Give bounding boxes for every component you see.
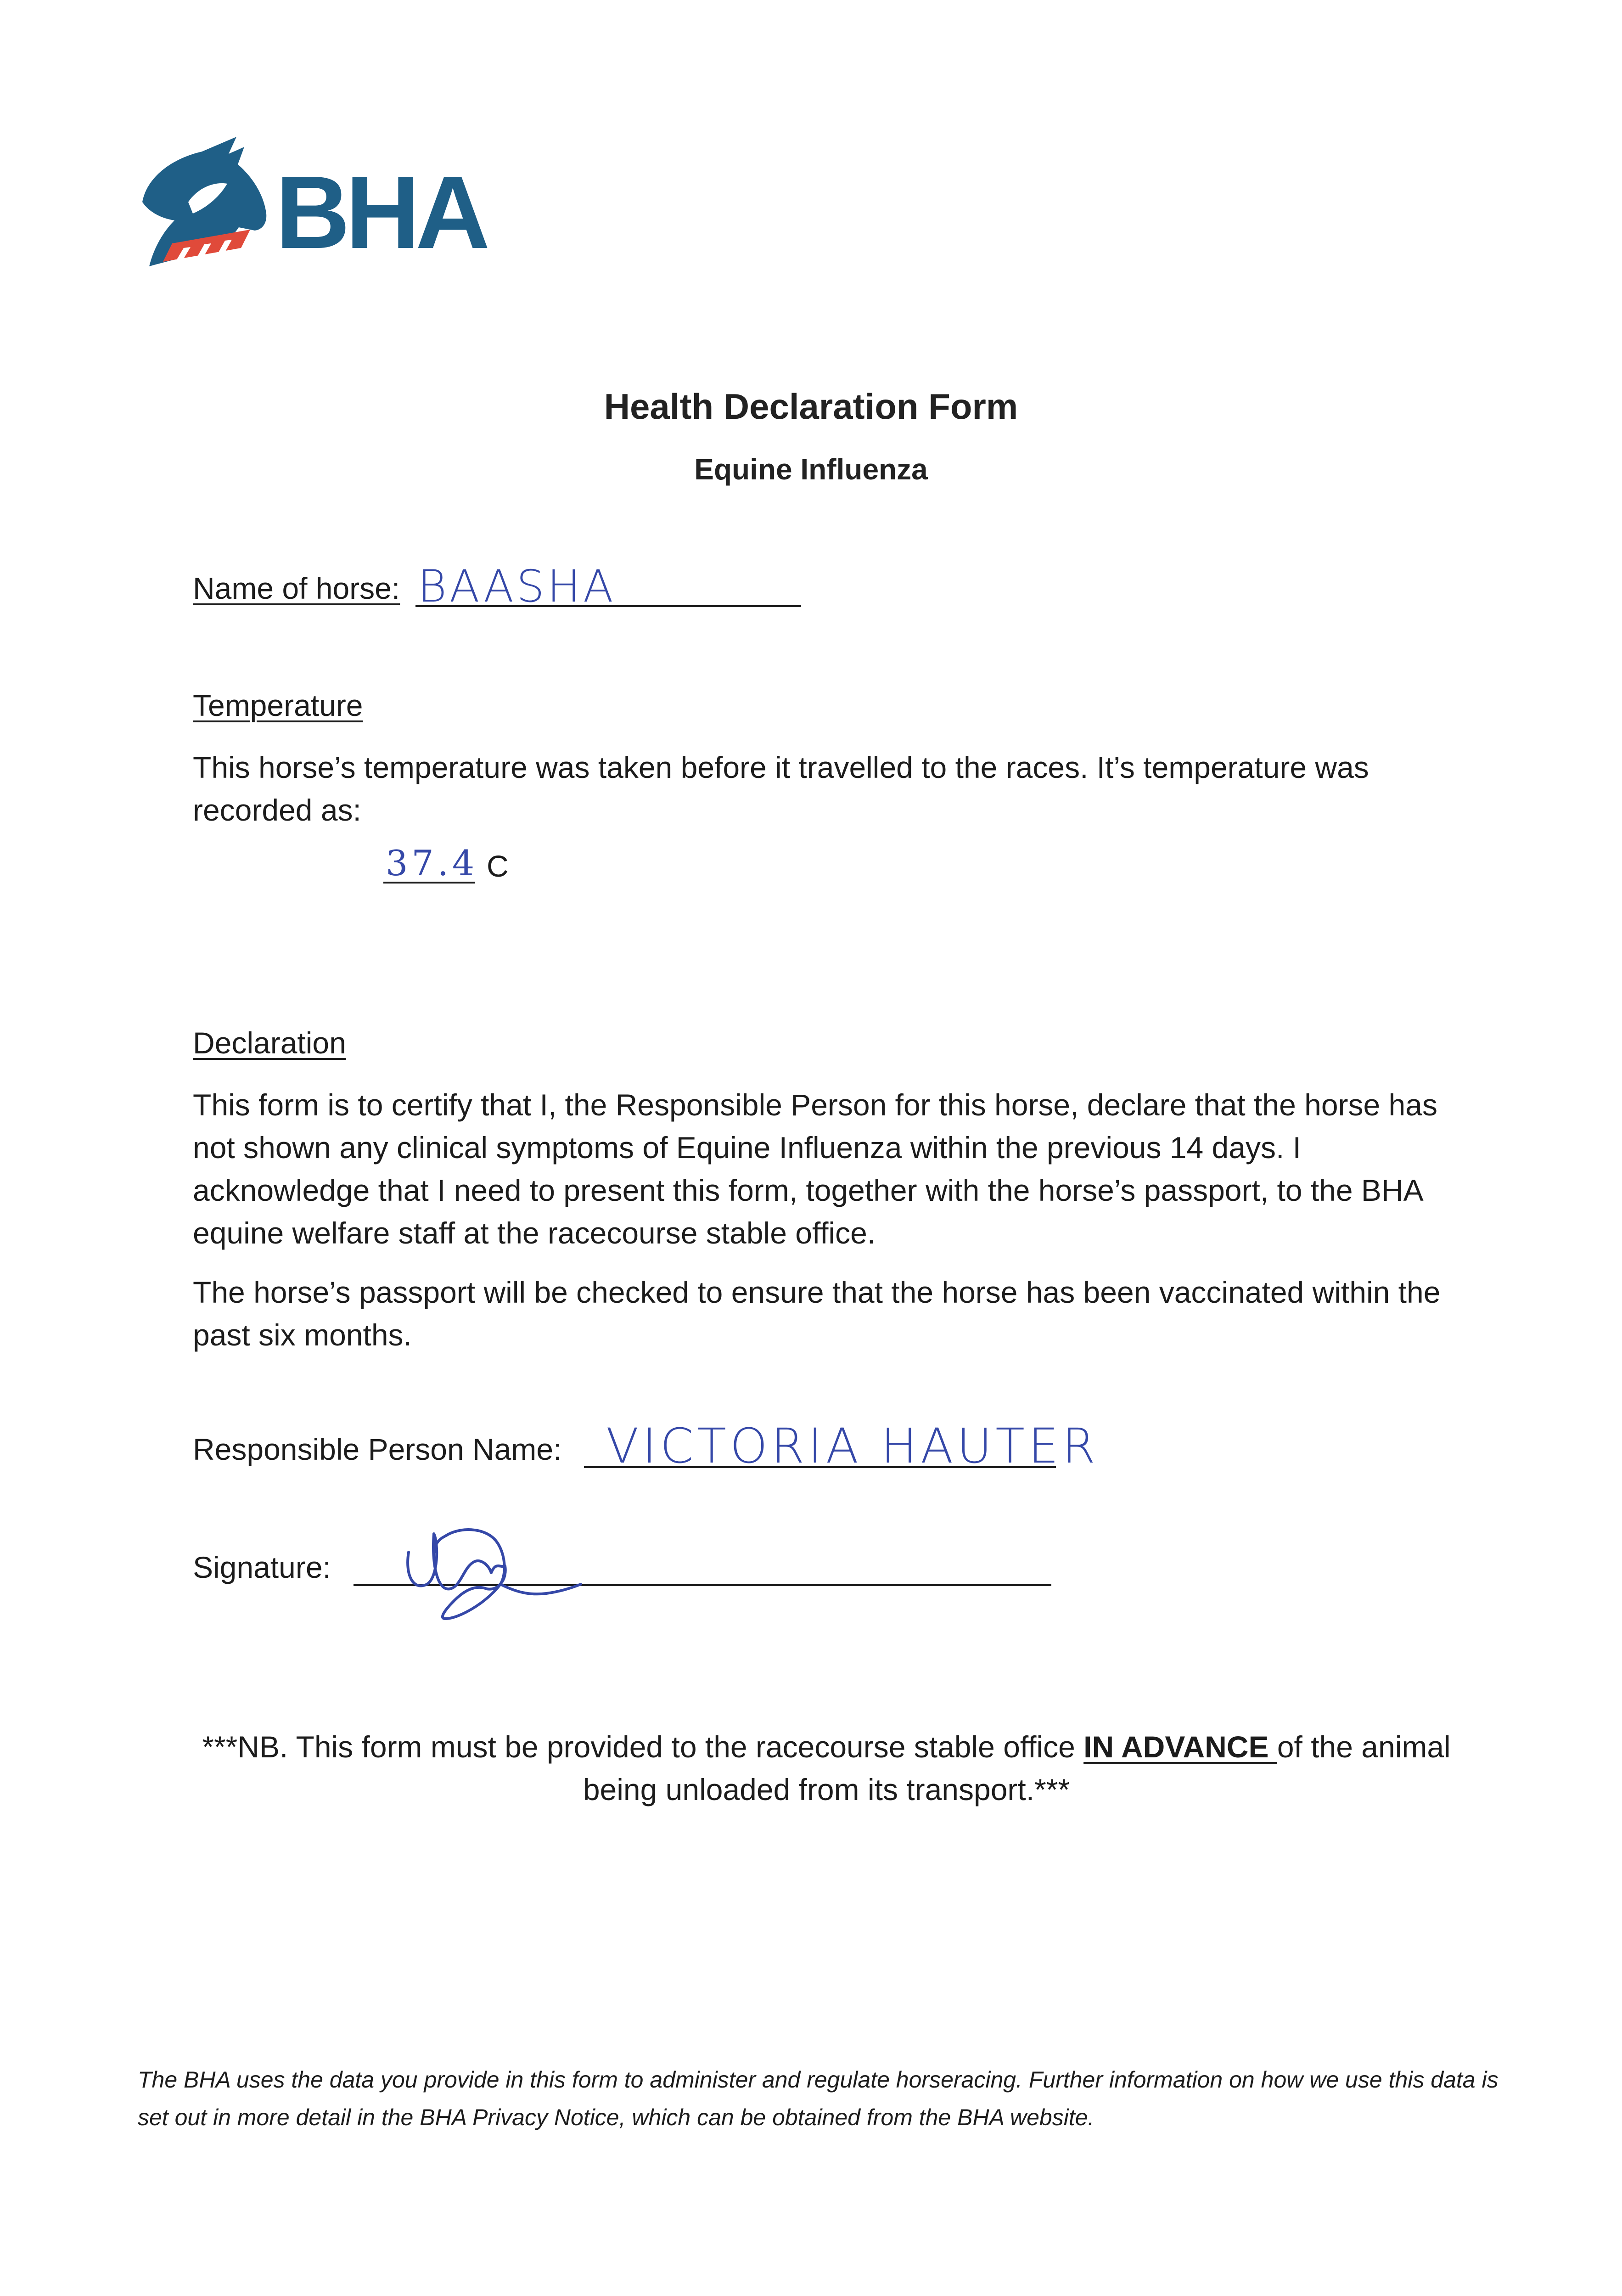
responsible-person-label: Responsible Person Name: — [193, 1432, 562, 1466]
svg-text:BAASHA: BAASHA — [418, 561, 616, 608]
declaration-paragraph-2: The horse’s passport will be checked to ensure that the horse has been vaccinated within the past six months. — [193, 1275, 1441, 1352]
temperature-unit: C — [487, 849, 509, 883]
temperature-text: This horse’s temperature was taken before it travelled to the races. It’s temperature was recorded as: — [193, 750, 1369, 827]
notice-emphasis: IN ADVANCE — [1083, 1730, 1277, 1764]
privacy-footer: The BHA uses the data you provide in this form to administer and regulate horseracing. Further information on how we use this data is set out in more detail in the BHA Privacy Notice, which can be obtained from the BHA website. — [138, 2067, 1499, 2130]
responsible-person-handwritten[interactable] — [606, 1417, 1134, 1472]
temperature-value[interactable]: 37.4 — [386, 843, 478, 884]
signature-scribble[interactable] — [395, 1515, 615, 1626]
horse-head-icon — [129, 133, 496, 271]
advance-notice — [202, 1726, 1451, 1811]
bha-logo — [129, 133, 496, 271]
svg-text:VICTORIA HAUTER: VICTORIA HAUTER — [606, 1418, 1099, 1472]
svg-text:BHA: BHA — [275, 154, 486, 270]
notice-suffix: of the animal being unloaded from its transport.*** — [583, 1730, 1451, 1806]
signature-label: Signature: — [193, 1550, 331, 1584]
declaration-heading: Declaration — [193, 1026, 346, 1060]
horse-name-handwritten[interactable] — [418, 558, 712, 608]
temperature-heading: Temperature — [193, 688, 363, 722]
notice-prefix: ***NB. This form must be provided to the racecourse stable office — [202, 1730, 1084, 1764]
declaration-paragraph-1: This form is to certify that I, the Responsible Person for this horse, declare that the horse has not shown any clinical symptoms of Equine Influenza within the previous 14 days. I acknowledge that I need to present this form, together with the horse’s passport, to the BHA equine welfare staff at the racecourse stable office. — [193, 1088, 1437, 1250]
horse-name-label: Name of horse: — [193, 571, 400, 605]
form-subtitle: Equine Influenza — [694, 453, 928, 486]
form-title: Health Declaration Form — [604, 386, 1018, 427]
